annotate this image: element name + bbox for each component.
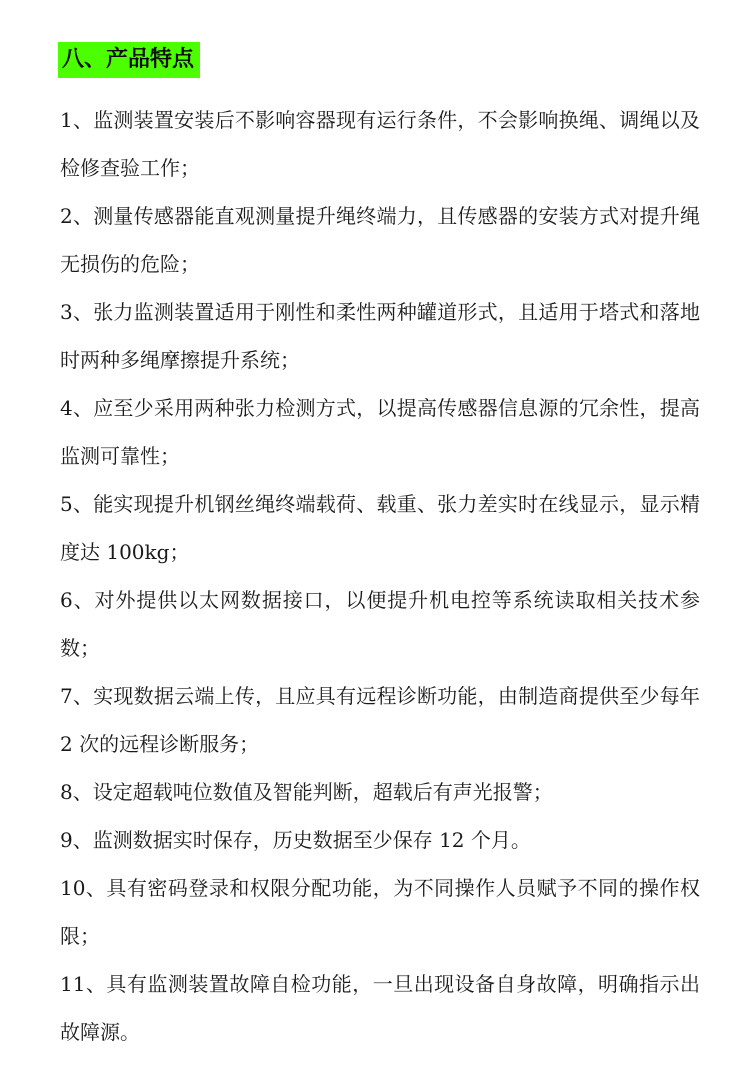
feature-item-text: 7、实现数据云端上传，且应具有远程诊断功能，由制造商提供至少每年 2 次的远程诊断服务； bbox=[60, 684, 700, 756]
feature-item-5 bbox=[60, 480, 700, 576]
feature-item-2 bbox=[60, 192, 700, 288]
feature-item-text: 4、应至少采用两种张力检测方式，以提高传感器信息源的冗余性，提高监测可靠性； bbox=[60, 396, 700, 468]
feature-item-text: 6、对外提供以太网数据接口，以便提升机电控等系统读取相关技术参数； bbox=[60, 588, 700, 660]
feature-item-text: 5、能实现提升机钢丝绳终端载荷、载重、张力差实时在线显示，显示精度达 100kg； bbox=[60, 492, 700, 564]
feature-item-7 bbox=[60, 672, 700, 768]
feature-item-text: 9、监测数据实时保存，历史数据至少保存 12 个月。 bbox=[60, 828, 531, 852]
feature-item-9 bbox=[60, 816, 700, 864]
feature-item-text: 3、张力监测装置适用于刚性和柔性两种罐道形式，且适用于塔式和落地时两种多绳摩擦提升系统； bbox=[60, 300, 700, 372]
feature-item-text: 11、具有监测装置故障自检功能，一旦出现设备自身故障，明确指示出故障源。 bbox=[60, 972, 700, 1044]
feature-item-text: 2、测量传感器能直观测量提升绳终端力，且传感器的安装方式对提升绳无损伤的危险； bbox=[60, 204, 700, 276]
section-heading-wrapper bbox=[58, 42, 200, 78]
feature-item-text: 8、设定超载吨位数值及智能判断，超载后有声光报警； bbox=[60, 780, 553, 804]
feature-item-4 bbox=[60, 384, 700, 480]
section-heading: 八、产品特点 bbox=[58, 42, 200, 78]
feature-item-10 bbox=[60, 864, 700, 960]
feature-item-text: 10、具有密码登录和权限分配功能，为不同操作人员赋予不同的操作权限； bbox=[60, 876, 700, 948]
feature-item-8 bbox=[60, 768, 700, 816]
feature-item-3 bbox=[60, 288, 700, 384]
feature-item-11 bbox=[60, 960, 700, 1056]
feature-item-text: 1、监测装置安装后不影响容器现有运行条件，不会影响换绳、调绳以及检修查验工作； bbox=[60, 108, 700, 180]
feature-list bbox=[60, 96, 700, 1056]
feature-item-1 bbox=[60, 96, 700, 192]
feature-item-6 bbox=[60, 576, 700, 672]
